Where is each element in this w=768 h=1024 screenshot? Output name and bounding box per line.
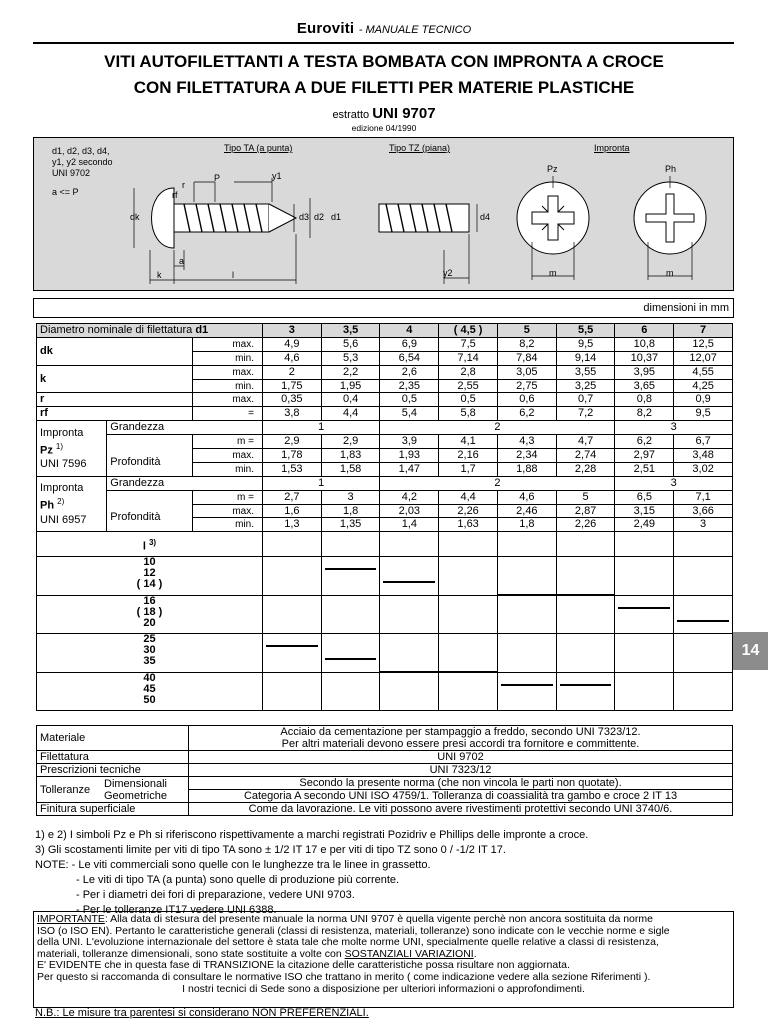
label-impronta: Impronta	[594, 143, 630, 153]
length-group-labels	[37, 557, 263, 596]
table-cell: 1,93	[380, 449, 439, 463]
table-cell: 2,16	[439, 449, 498, 463]
diameter-cell: 3	[262, 324, 321, 338]
table-cell: 9,5	[674, 407, 733, 421]
row-sublabel: max.	[192, 365, 262, 379]
note-line: 3) Gli scostamenti limite per viti di tipo TA sono ± 1/2 IT 17 e per viti di tipo TZ sono 0 / -1/2 IT 17.	[35, 844, 506, 856]
row-sublabel: =	[192, 407, 262, 421]
table-cell: 7,1	[674, 490, 733, 504]
nb-note: N.B.: Le misure tra parentesi si considerano NON PREFERENZIALI.	[35, 1007, 369, 1019]
length-value: 25	[143, 633, 156, 646]
diameter-cell: 5	[497, 324, 556, 338]
length-group-labels	[37, 672, 263, 711]
table-row	[37, 435, 733, 449]
table-cell: 3,05	[497, 365, 556, 379]
table-cell: 2,7	[262, 490, 321, 504]
tolleranze-label	[37, 777, 189, 803]
table-cell: 0,5	[380, 393, 439, 407]
pz-label-1: Impronta	[40, 426, 84, 439]
recess-size: 2	[380, 421, 615, 435]
table-row	[37, 476, 733, 490]
table-cell: 4,25	[674, 379, 733, 393]
standard-ref	[0, 105, 768, 122]
footnotes	[35, 828, 588, 918]
screw-ta-side-view	[134, 178, 310, 284]
row-sublabel: min.	[192, 518, 262, 532]
row-sublabel: max.	[192, 449, 262, 463]
row-sublabel: Profondità	[107, 449, 192, 477]
table-cell: 4,4	[321, 407, 380, 421]
diameter-cell: 4	[380, 324, 439, 338]
dim-rf: rf	[172, 190, 178, 200]
geometriche-label: Geometriche	[104, 789, 167, 802]
recess-size: 3	[615, 421, 733, 435]
table-row	[37, 803, 733, 816]
dim-d1: d1	[331, 212, 342, 222]
table-cell: 2,51	[615, 462, 674, 476]
dim-m-ph: m	[666, 268, 674, 278]
table-cell: 3,55	[556, 365, 615, 379]
table-cell: 0,9	[674, 393, 733, 407]
table-cell: 2,75	[497, 379, 556, 393]
recess-size: 1	[262, 476, 380, 490]
table-cell: 2,74	[556, 449, 615, 463]
notice-line: Per questo si raccomanda di consultare le normative ISO che trattano in merito ( come indicazione vedere alla sezione Riferimenti ).	[37, 970, 651, 983]
notice-line: della UNI. L'evoluzione internazionale del settore è stata tale che molte norme UNI, specialmente quelle relative a classi di resistenza,	[37, 936, 659, 949]
length-value: 12	[143, 567, 156, 580]
table-cell: 3,15	[615, 504, 674, 518]
table-cell: 4,1	[439, 435, 498, 449]
table-cell: 9,5	[556, 337, 615, 351]
table-cell: 7,84	[497, 351, 556, 365]
dim-p: P	[214, 173, 221, 183]
materials-table	[36, 725, 733, 816]
table-cell: 1,35	[321, 518, 380, 532]
table-cell: 10,8	[615, 337, 674, 351]
table-cell: 1,58	[321, 462, 380, 476]
table-cell: 6,2	[497, 407, 556, 421]
length-group	[37, 557, 733, 596]
length-group	[37, 634, 733, 673]
table-cell: 3,02	[674, 462, 733, 476]
notice-line: .	[473, 947, 477, 960]
tolleranze-text: Tolleranze	[40, 783, 91, 796]
row-label-r: r	[37, 393, 193, 407]
dim-d4: d4	[480, 212, 491, 222]
header-symbol: d1	[195, 323, 209, 336]
table-cell: 2,35	[380, 379, 439, 393]
table-row	[37, 393, 733, 407]
header-rule	[33, 42, 734, 44]
table-cell: 1,53	[262, 462, 321, 476]
materiale-value	[189, 726, 733, 751]
row-sublabel: max.	[192, 504, 262, 518]
table-cell: 5,6	[321, 337, 380, 351]
materiale-label: Materiale	[37, 726, 189, 751]
table-cell: 2,26	[556, 518, 615, 532]
table-cell: 6,7	[674, 435, 733, 449]
dim-k: k	[157, 270, 162, 280]
ph-label	[37, 476, 107, 532]
notice-heading: IMPORTANTE	[37, 913, 105, 925]
title-line-2: CON FILETTATURA A DUE FILETTI PER MATERIE PLASTICHE	[133, 78, 635, 97]
notice-line: E' EVIDENTE che in questa fase di TRANSIZIONE la citazione delle caratteristiche possa risultare non aggiornata.	[37, 959, 570, 972]
ph-label-1: Impronta	[40, 482, 84, 495]
table-row	[37, 365, 733, 379]
table-cell: 12,07	[674, 351, 733, 365]
table-cell: 2,97	[615, 449, 674, 463]
table-cell: 2,03	[380, 504, 439, 518]
table-row	[37, 532, 733, 557]
pz-label-3: UNI 7596	[40, 458, 87, 471]
length-symbol: l	[142, 540, 146, 553]
note-a: a <= P	[52, 187, 79, 197]
pz-label-2: Pz	[40, 444, 53, 457]
table-cell: 1,8	[497, 518, 556, 532]
dim-y2: y2	[443, 268, 453, 278]
row-sublabel: min.	[192, 462, 262, 476]
screw-tz-side-view	[379, 204, 477, 284]
row-sublabel: Grandezza	[107, 421, 263, 435]
table-cell: 1,7	[439, 462, 498, 476]
table-cell: 3,95	[615, 365, 674, 379]
table-cell: 2,28	[556, 462, 615, 476]
header-label-text: Diametro nominale di filettatura	[40, 323, 193, 336]
table-cell: 2,2	[321, 365, 380, 379]
table-cell: 3	[674, 518, 733, 532]
dim-y1: y1	[272, 171, 282, 181]
recess-size: 3	[615, 476, 733, 490]
table-cell: 2,87	[556, 504, 615, 518]
row-sublabel: min.	[192, 351, 262, 365]
materiale-line-2: Per altri materiali devono essere presi accordi tra fornitore e committente.	[281, 738, 640, 750]
table-cell: 2,46	[497, 504, 556, 518]
important-notice	[33, 911, 734, 1008]
table-cell: 4,6	[262, 351, 321, 365]
tolleranze-values	[189, 777, 733, 803]
note-line-1: d1, d2, d3, d4,	[52, 146, 110, 156]
length-value: ( 18 )	[136, 605, 163, 618]
recess-size: 1	[262, 421, 380, 435]
filettatura-label: Filettatura	[37, 751, 189, 764]
diameter-cell: 5,5	[556, 324, 615, 338]
table-cell: 4,7	[556, 435, 615, 449]
table-cell: 3,9	[380, 435, 439, 449]
table-cell: 2,8	[439, 365, 498, 379]
table-cell: 1,63	[439, 518, 498, 532]
table-cell: 0,4	[321, 393, 380, 407]
dim-d2: d2	[314, 212, 325, 222]
diameter-cell: ( 4,5 )	[439, 324, 498, 338]
row-sublabel: m =	[192, 435, 262, 449]
materiale-line-1: Acciaio da cementazione per stampaggio a freddo, secondo UNI 7323/12.	[280, 726, 641, 738]
table-row	[37, 490, 733, 504]
dimensionali-value: Secondo la presente norma (che non vincola le parti non quotate).	[189, 777, 732, 790]
row-label-dk: dk	[37, 337, 193, 365]
length-sup: 3)	[148, 537, 157, 547]
note-line-2: y1, y2 secondo	[52, 157, 113, 167]
dim-m-pz: m	[549, 268, 557, 278]
table-cell: 6,5	[615, 490, 674, 504]
dim-dk: dk	[130, 212, 140, 222]
diameter-cell: 3,5	[321, 324, 380, 338]
table-row	[37, 407, 733, 421]
table-cell: 4,55	[674, 365, 733, 379]
table-row	[37, 337, 733, 351]
table-cell: 0,6	[497, 393, 556, 407]
row-sublabel: Grandezza	[107, 476, 263, 490]
table-row	[37, 777, 733, 803]
pz-recess-view	[517, 176, 589, 280]
table-cell: 3,48	[674, 449, 733, 463]
table-cell: 3,66	[674, 504, 733, 518]
table-row	[37, 421, 733, 435]
dim-d3: d3	[299, 212, 310, 222]
header-subtitle: - MANUALE TECNICO	[358, 24, 472, 36]
label-tipo-tz: Tipo TZ (piana)	[389, 143, 451, 153]
table-row	[37, 449, 733, 463]
dimension-unit: dimensioni in mm	[643, 302, 729, 314]
table-row	[37, 504, 733, 518]
length-group-labels	[37, 634, 263, 673]
table-cell: 2	[262, 365, 321, 379]
row-sublabel: Profondità	[107, 504, 192, 532]
header-label	[37, 324, 263, 338]
prescrizioni-value: UNI 7323/12	[189, 764, 733, 777]
length-group	[37, 595, 733, 634]
length-value: 20	[143, 616, 156, 629]
table-cell: 2,55	[439, 379, 498, 393]
diameter-cell: 7	[674, 324, 733, 338]
table-cell: 7,14	[439, 351, 498, 365]
ph-sup: 2)	[57, 497, 65, 507]
row-label-k: k	[37, 365, 193, 393]
edition: edizione 04/1990	[351, 123, 417, 133]
dimensionali-label: Dimensionali	[104, 777, 167, 790]
pz-sup: 1)	[55, 441, 64, 451]
label-ph: Ph	[665, 164, 677, 174]
dimensions-table	[36, 323, 733, 711]
length-value: ( 14 )	[136, 578, 163, 591]
table-cell: 1,95	[321, 379, 380, 393]
table-header-row	[37, 324, 733, 338]
table-cell: 3,25	[556, 379, 615, 393]
standard-code: UNI 9707	[372, 105, 436, 122]
dim-l: l	[232, 270, 234, 280]
note-line: 1) e 2) I simboli Pz e Ph si riferiscono rispettivamente a marchi registrati Pozidriv e Phillips delle impronte a croce.	[35, 829, 589, 841]
geometriche-value: Categoria A secondo UNI ISO 4759/1. Tolleranza di coassialità tra gambo e croce 2 IT 13	[243, 790, 678, 802]
table-cell: 2,9	[321, 435, 380, 449]
note-line: - Per le tolleranze IT17 vedere UNI 6388.	[76, 904, 277, 916]
table-cell: 4,3	[497, 435, 556, 449]
row-sublabel: max.	[192, 337, 262, 351]
length-value: 45	[143, 682, 156, 695]
table-cell: 1,75	[262, 379, 321, 393]
table-cell: 8,2	[497, 337, 556, 351]
table-cell: 2,6	[380, 365, 439, 379]
prescrizioni-label: Prescrizioni tecniche	[37, 764, 189, 777]
table-cell: 2,26	[439, 504, 498, 518]
table-cell: 5,3	[321, 351, 380, 365]
note-line: - Le viti di tipo TA (a punta) sono quelle di produzione più corrente.	[76, 874, 400, 886]
table-cell: 5,4	[380, 407, 439, 421]
notice-line: I nostri tecnici di Sede sono a disposizione per ulteriori informazioni o approfondimenti.	[182, 982, 585, 995]
brand-logo: Euroviti	[296, 20, 355, 37]
table-row	[37, 751, 733, 764]
label-pz: Pz	[547, 164, 558, 174]
table-cell: 4,6	[497, 490, 556, 504]
dim-a: a	[179, 256, 185, 266]
table-cell: 1,8	[321, 504, 380, 518]
length-value: 16	[143, 594, 156, 607]
ph-label-2: Ph	[40, 499, 55, 512]
table-cell: 4,9	[262, 337, 321, 351]
notice-line: materiali, tolleranze dimensionali, sono state sostituite a volte con	[37, 947, 345, 960]
drawing-panel	[33, 137, 734, 291]
finitura-label: Finitura superficiale	[37, 803, 189, 816]
note-line: NOTE: - Le viti commerciali sono quelle con le lunghezze tra le linee in grassetto.	[35, 859, 431, 871]
table-cell: 7,2	[556, 407, 615, 421]
row-label-rf: rf	[37, 407, 193, 421]
table-cell: 10,37	[615, 351, 674, 365]
table-cell: 1,3	[262, 518, 321, 532]
table-cell: 7,5	[439, 337, 498, 351]
extract-prefix: estratto	[332, 109, 370, 121]
table-cell: 2,49	[615, 518, 674, 532]
table-cell: 12,5	[674, 337, 733, 351]
tolleranze-sub	[104, 778, 167, 802]
table-cell: 9,14	[556, 351, 615, 365]
table-cell: 1,83	[321, 449, 380, 463]
page-header	[0, 20, 768, 38]
table-cell: 3,8	[262, 407, 321, 421]
length-value: 10	[143, 556, 156, 569]
row-sublabel: max.	[192, 393, 262, 407]
length-value: 30	[143, 644, 156, 657]
length-value: 40	[143, 671, 156, 684]
table-cell: 0,7	[556, 393, 615, 407]
diameter-cell: 6	[615, 324, 674, 338]
pz-label	[37, 421, 107, 477]
dim-r: r	[182, 180, 185, 190]
table-cell: 5	[556, 490, 615, 504]
table-cell: 0,8	[615, 393, 674, 407]
dimension-unit-bar	[33, 298, 734, 318]
ph-label-3: UNI 6957	[40, 513, 87, 526]
note-line-3: UNI 9702	[52, 168, 91, 178]
table-cell: 1,78	[262, 449, 321, 463]
table-cell: 2,34	[497, 449, 556, 463]
table-row	[37, 726, 733, 751]
length-value: 50	[143, 693, 156, 706]
table-cell: 0,35	[262, 393, 321, 407]
ph-recess-view	[634, 176, 706, 280]
table-cell: 1,4	[380, 518, 439, 532]
table-cell: 6,9	[380, 337, 439, 351]
table-cell: 3,65	[615, 379, 674, 393]
notice-line: ISO (o ISO EN). Pertanto le caratteristiche generali (classi di resistenza, materiali, tolleranze) sono indicate con le vecchie norme e sigle	[37, 924, 670, 937]
row-sublabel: m =	[192, 490, 262, 504]
table-row	[37, 764, 733, 777]
table-cell: 5,8	[439, 407, 498, 421]
length-header	[37, 532, 263, 557]
notice-emphasis: SOSTANZIALI VARIAZIONI	[344, 947, 474, 960]
table-cell: 6,2	[615, 435, 674, 449]
finitura-value: Come da lavorazione. Le viti possono avere rivestimenti protettivi secondo UNI 3740/6.	[189, 803, 733, 816]
title-line-1: VITI AUTOFILETTANTI A TESTA BOMBATA CON IMPRONTA A CROCE	[104, 52, 664, 71]
table-cell: 1,47	[380, 462, 439, 476]
table-cell: 4,4	[439, 490, 498, 504]
chapter-tab[interactable]: 14	[733, 632, 768, 670]
label-tipo-ta: Tipo TA (a punta)	[224, 143, 293, 153]
length-group	[37, 672, 733, 711]
notice-line: : Alla data di stesura del presente manuale la norma UNI 9707 è quella vigente perchè non ancora sostituita da norme	[104, 913, 653, 925]
table-cell: 1,88	[497, 462, 556, 476]
note-line: - Per i diametri dei fori di preparazione, vedere UNI 9703.	[76, 889, 355, 901]
table-cell: 3	[321, 490, 380, 504]
table-cell: 2,9	[262, 435, 321, 449]
table-cell: 8,2	[615, 407, 674, 421]
table-cell: 1,6	[262, 504, 321, 518]
table-cell: 6,54	[380, 351, 439, 365]
length-group-labels	[37, 595, 263, 634]
recess-size: 2	[380, 476, 615, 490]
table-cell: 4,2	[380, 490, 439, 504]
length-value: 35	[143, 655, 156, 668]
table-cell: 0,5	[439, 393, 498, 407]
row-sublabel: min.	[192, 379, 262, 393]
filettatura-value: UNI 9702	[189, 751, 733, 764]
